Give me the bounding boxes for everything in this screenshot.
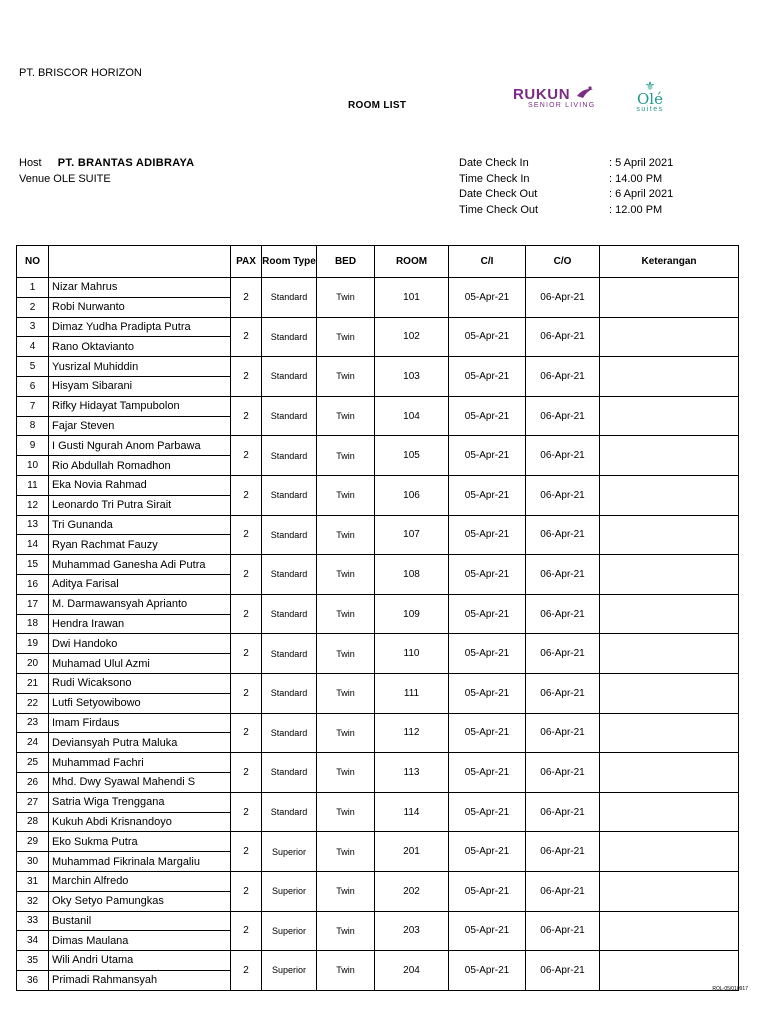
check-out-cell: 06-Apr-21: [526, 555, 600, 595]
room-number-cell: 111: [375, 673, 449, 713]
guest-number: 9: [17, 436, 49, 456]
check-in-cell: 05-Apr-21: [449, 278, 526, 318]
guest-number: 12: [17, 495, 49, 515]
guest-number: 35: [17, 951, 49, 971]
room-number-cell: 203: [375, 911, 449, 951]
keterangan-cell: [600, 515, 739, 555]
table-row: [17, 753, 739, 773]
table-row: [17, 871, 739, 891]
guest-number: 23: [17, 713, 49, 733]
guest-number: 26: [17, 772, 49, 792]
company-name: PT. BRISCOR HORIZON: [19, 67, 142, 79]
check-in-cell: 05-Apr-21: [449, 396, 526, 436]
pax-cell: 2: [231, 515, 262, 555]
keterangan-cell: [600, 911, 739, 951]
room-type-cell: Superior: [262, 911, 317, 951]
guest-number: 30: [17, 852, 49, 872]
check-out-cell: 06-Apr-21: [526, 871, 600, 911]
check-in-cell: 05-Apr-21: [449, 634, 526, 674]
keterangan-cell: [600, 594, 739, 634]
keterangan-cell: [600, 317, 739, 357]
guest-number: 19: [17, 634, 49, 654]
room-type-cell: Standard: [262, 753, 317, 793]
guest-name: Primadi Rahmansyah: [49, 970, 231, 990]
pax-cell: 2: [231, 713, 262, 753]
time-check-in-value: : 14.00 PM: [609, 173, 663, 185]
check-out-cell: 06-Apr-21: [526, 594, 600, 634]
room-type-cell: Superior: [262, 871, 317, 911]
guest-name: Leonardo Tri Putra Sirait: [49, 495, 231, 515]
bed-cell: Twin: [317, 515, 375, 555]
keterangan-cell: [600, 436, 739, 476]
guest-name: Rudi Wicaksono: [49, 673, 231, 693]
guest-name: Mhd. Dwy Syawal Mahendi S: [49, 772, 231, 792]
pax-cell: 2: [231, 396, 262, 436]
host-row: [19, 157, 194, 169]
date-check-in-value: : 5 April 2021: [609, 157, 674, 169]
pax-cell: 2: [231, 594, 262, 634]
rukun-logo-subtitle: SENIOR LIVING: [528, 102, 596, 109]
date-check-in-label: Date Check In: [459, 157, 529, 169]
guest-number: 6: [17, 376, 49, 396]
check-out-cell: 06-Apr-21: [526, 634, 600, 674]
guest-name: Fajar Steven: [49, 416, 231, 436]
guest-number: 34: [17, 931, 49, 951]
guest-number: 36: [17, 970, 49, 990]
guest-number: 17: [17, 594, 49, 614]
keterangan-cell: [600, 555, 739, 595]
room-number-cell: 105: [375, 436, 449, 476]
room-type-cell: Standard: [262, 594, 317, 634]
page-title: ROOM LIST: [348, 100, 407, 111]
guest-number: 2: [17, 297, 49, 317]
guest-number: 3: [17, 317, 49, 337]
check-out-cell: 06-Apr-21: [526, 951, 600, 991]
check-in-cell: 05-Apr-21: [449, 871, 526, 911]
table-row: [17, 555, 739, 575]
room-type-cell: Standard: [262, 634, 317, 674]
check-in-cell: 05-Apr-21: [449, 475, 526, 515]
check-out-cell: 06-Apr-21: [526, 832, 600, 872]
guest-name: M. Darmawansyah Aprianto: [49, 594, 231, 614]
venue-value: OLE SUITE: [53, 173, 111, 185]
guest-name: Muhamad Ulul Azmi: [49, 654, 231, 674]
guest-name: Muhammad Fachri: [49, 753, 231, 773]
guest-name: Hendra Irawan: [49, 614, 231, 634]
guest-number: 15: [17, 555, 49, 575]
keterangan-cell: [600, 792, 739, 832]
guest-number: 1: [17, 278, 49, 298]
keterangan-cell: [600, 832, 739, 872]
check-in-cell: 05-Apr-21: [449, 911, 526, 951]
guest-number: 32: [17, 891, 49, 911]
table-row: [17, 396, 739, 416]
table-row: [17, 357, 739, 377]
room-type-cell: Standard: [262, 475, 317, 515]
room-list-body: [17, 278, 739, 991]
rukun-logo-text: RUKUN: [513, 86, 571, 103]
header-bed: BED: [317, 246, 375, 278]
guest-name: Rio Abdullah Romadhon: [49, 456, 231, 476]
bed-cell: Twin: [317, 594, 375, 634]
check-in-cell: 05-Apr-21: [449, 555, 526, 595]
host-value: PT. BRANTAS ADIBRAYA: [57, 157, 195, 169]
check-in-cell: 05-Apr-21: [449, 317, 526, 357]
keterangan-cell: [600, 713, 739, 753]
bed-cell: Twin: [317, 951, 375, 991]
guest-number: 22: [17, 693, 49, 713]
guest-name: Nizar Mahrus: [49, 278, 231, 298]
bed-cell: Twin: [317, 278, 375, 318]
check-out-cell: 06-Apr-21: [526, 911, 600, 951]
header-name: [49, 246, 231, 278]
guest-name: Yusrizal Muhiddin: [49, 357, 231, 377]
ole-logo-subtitle: suites: [636, 106, 664, 113]
guest-name: Eko Sukma Putra: [49, 832, 231, 852]
room-type-cell: Standard: [262, 555, 317, 595]
room-number-cell: 107: [375, 515, 449, 555]
room-number-cell: 104: [375, 396, 449, 436]
keterangan-cell: [600, 871, 739, 911]
pax-cell: 2: [231, 792, 262, 832]
date-check-out-label: Date Check Out: [459, 188, 538, 200]
table-row: [17, 475, 739, 495]
header-check-out: C/O: [526, 246, 600, 278]
header-keterangan: Keterangan: [600, 246, 739, 278]
room-type-cell: Standard: [262, 357, 317, 397]
room-list-table: [16, 245, 739, 991]
host-label: Host: [19, 157, 42, 169]
room-type-cell: Standard: [262, 713, 317, 753]
room-number-cell: 103: [375, 357, 449, 397]
keterangan-cell: [600, 951, 739, 991]
guest-number: 16: [17, 574, 49, 594]
guest-name: Robi Nurwanto: [49, 297, 231, 317]
table-row: [17, 911, 739, 931]
check-out-cell: 06-Apr-21: [526, 396, 600, 436]
room-number-cell: 110: [375, 634, 449, 674]
keterangan-cell: [600, 634, 739, 674]
room-type-cell: Standard: [262, 515, 317, 555]
bed-cell: Twin: [317, 357, 375, 397]
table-row: [17, 594, 739, 614]
header-no: NO: [17, 246, 49, 278]
guest-number: 20: [17, 654, 49, 674]
check-out-cell: 06-Apr-21: [526, 278, 600, 318]
check-out-cell: 06-Apr-21: [526, 475, 600, 515]
bed-cell: Twin: [317, 634, 375, 674]
guest-number: 18: [17, 614, 49, 634]
check-out-cell: 06-Apr-21: [526, 436, 600, 476]
room-type-cell: Standard: [262, 317, 317, 357]
table-row: [17, 713, 739, 733]
table-row: [17, 317, 739, 337]
check-in-cell: 05-Apr-21: [449, 753, 526, 793]
pax-cell: 2: [231, 951, 262, 991]
bed-cell: Twin: [317, 475, 375, 515]
room-number-cell: 112: [375, 713, 449, 753]
guest-name: Marchin Alfredo: [49, 871, 231, 891]
table-row: [17, 792, 739, 812]
guest-number: 27: [17, 792, 49, 812]
room-number-cell: 114: [375, 792, 449, 832]
header-room-type: Room Type: [262, 246, 317, 278]
guest-name: Bustanil: [49, 911, 231, 931]
check-in-cell: 05-Apr-21: [449, 594, 526, 634]
table-row: [17, 515, 739, 535]
header-pax: PAX: [231, 246, 262, 278]
check-in-cell: 05-Apr-21: [449, 673, 526, 713]
ole-ornament-icon: ⚜: [644, 79, 656, 93]
header-check-in: C/I: [449, 246, 526, 278]
keterangan-cell: [600, 396, 739, 436]
guest-number: 21: [17, 673, 49, 693]
venue-row: [19, 173, 111, 185]
guest-number: 10: [17, 456, 49, 476]
rukun-logo: [513, 86, 595, 109]
room-type-cell: Superior: [262, 832, 317, 872]
guest-name: Kukuh Abdi Krisnandoyo: [49, 812, 231, 832]
check-out-cell: 06-Apr-21: [526, 357, 600, 397]
time-check-out-label: Time Check Out: [459, 204, 539, 216]
check-out-cell: 06-Apr-21: [526, 673, 600, 713]
table-header-row: [17, 246, 739, 278]
pax-cell: 2: [231, 871, 262, 911]
keterangan-cell: [600, 278, 739, 318]
time-check-in-label: Time Check In: [459, 173, 530, 185]
room-number-cell: 102: [375, 317, 449, 357]
room-type-cell: Standard: [262, 673, 317, 713]
guest-name: I Gusti Ngurah Anom Parbawa: [49, 436, 231, 456]
time-check-out-value: : 12.00 PM: [609, 204, 663, 216]
check-out-cell: 06-Apr-21: [526, 713, 600, 753]
guest-name: Muhammad Ganesha Adi Putra: [49, 555, 231, 575]
guest-number: 14: [17, 535, 49, 555]
check-in-cell: 05-Apr-21: [449, 515, 526, 555]
guest-number: 29: [17, 832, 49, 852]
bed-cell: Twin: [317, 753, 375, 793]
keterangan-cell: [600, 357, 739, 397]
guest-name: Lutfi Setyowibowo: [49, 693, 231, 713]
guest-name: Muhammad Fikrinala Margaliu: [49, 852, 231, 872]
table-row: [17, 634, 739, 654]
pax-cell: 2: [231, 832, 262, 872]
guest-name: Dimaz Yudha Pradipta Putra: [49, 317, 231, 337]
keterangan-cell: [600, 673, 739, 713]
check-in-cell: 05-Apr-21: [449, 357, 526, 397]
guest-name: Wili Andri Utama: [49, 951, 231, 971]
room-number-cell: 109: [375, 594, 449, 634]
guest-number: 4: [17, 337, 49, 357]
keterangan-cell: [600, 475, 739, 515]
guest-number: 11: [17, 475, 49, 495]
check-out-cell: 06-Apr-21: [526, 317, 600, 357]
check-in-cell: 05-Apr-21: [449, 832, 526, 872]
room-number-cell: 201: [375, 832, 449, 872]
room-number-cell: 108: [375, 555, 449, 595]
guest-number: 7: [17, 396, 49, 416]
ole-suites-logo: [630, 80, 670, 114]
bed-cell: Twin: [317, 555, 375, 595]
check-in-cell: 05-Apr-21: [449, 713, 526, 753]
guest-name: Rifky Hidayat Tampubolon: [49, 396, 231, 416]
bed-cell: Twin: [317, 832, 375, 872]
guest-number: 25: [17, 753, 49, 773]
room-number-cell: 204: [375, 951, 449, 991]
guest-name: Eka Novia Rahmad: [49, 475, 231, 495]
guest-number: 31: [17, 871, 49, 891]
check-out-cell: 06-Apr-21: [526, 792, 600, 832]
document-code: ROL-05/010917: [712, 986, 748, 992]
guest-number: 5: [17, 357, 49, 377]
table-row: [17, 951, 739, 971]
bed-cell: Twin: [317, 317, 375, 357]
room-type-cell: Standard: [262, 396, 317, 436]
guest-name: Imam Firdaus: [49, 713, 231, 733]
room-type-cell: Standard: [262, 278, 317, 318]
bed-cell: Twin: [317, 792, 375, 832]
pax-cell: 2: [231, 753, 262, 793]
check-in-cell: 05-Apr-21: [449, 792, 526, 832]
guest-name: Oky Setyo Pamungkas: [49, 891, 231, 911]
pax-cell: 2: [231, 475, 262, 515]
room-type-cell: Standard: [262, 792, 317, 832]
venue-label: Venue: [19, 173, 51, 185]
guest-name: Aditya Farisal: [49, 574, 231, 594]
guest-number: 33: [17, 911, 49, 931]
bed-cell: Twin: [317, 713, 375, 753]
guest-name: Hisyam Sibarani: [49, 376, 231, 396]
ole-logo-text: Olé: [637, 90, 663, 108]
bed-cell: Twin: [317, 436, 375, 476]
guest-name: Ryan Rachmat Fauzy: [49, 535, 231, 555]
guest-name: Dimas Maulana: [49, 931, 231, 951]
room-number-cell: 106: [375, 475, 449, 515]
guest-number: 24: [17, 733, 49, 753]
table-row: [17, 436, 739, 456]
guest-name: Rano Oktavianto: [49, 337, 231, 357]
pax-cell: 2: [231, 555, 262, 595]
pax-cell: 2: [231, 911, 262, 951]
pax-cell: 2: [231, 317, 262, 357]
room-number-cell: 202: [375, 871, 449, 911]
table-row: [17, 673, 739, 693]
keterangan-cell: [600, 753, 739, 793]
guest-number: 8: [17, 416, 49, 436]
room-type-cell: Superior: [262, 951, 317, 991]
check-in-cell: 05-Apr-21: [449, 436, 526, 476]
date-check-out-value: : 6 April 2021: [609, 188, 674, 200]
header-room: ROOM: [375, 246, 449, 278]
check-out-cell: 06-Apr-21: [526, 515, 600, 555]
table-row: [17, 832, 739, 852]
check-out-cell: 06-Apr-21: [526, 753, 600, 793]
guest-name: Deviansyah Putra Maluka: [49, 733, 231, 753]
room-type-cell: Standard: [262, 436, 317, 476]
guest-name: Satria Wiga Trenggana: [49, 792, 231, 812]
pax-cell: 2: [231, 673, 262, 713]
guest-name: Dwi Handoko: [49, 634, 231, 654]
room-number-cell: 101: [375, 278, 449, 318]
pax-cell: 2: [231, 278, 262, 318]
rukun-swoosh-icon: [575, 86, 595, 100]
guest-number: 28: [17, 812, 49, 832]
bed-cell: Twin: [317, 871, 375, 911]
bed-cell: Twin: [317, 396, 375, 436]
guest-name: Tri Gunanda: [49, 515, 231, 535]
bed-cell: Twin: [317, 673, 375, 713]
pax-cell: 2: [231, 436, 262, 476]
table-row: [17, 278, 739, 298]
check-in-cell: 05-Apr-21: [449, 951, 526, 991]
bed-cell: Twin: [317, 911, 375, 951]
pax-cell: 2: [231, 357, 262, 397]
pax-cell: 2: [231, 634, 262, 674]
room-number-cell: 113: [375, 753, 449, 793]
guest-number: 13: [17, 515, 49, 535]
